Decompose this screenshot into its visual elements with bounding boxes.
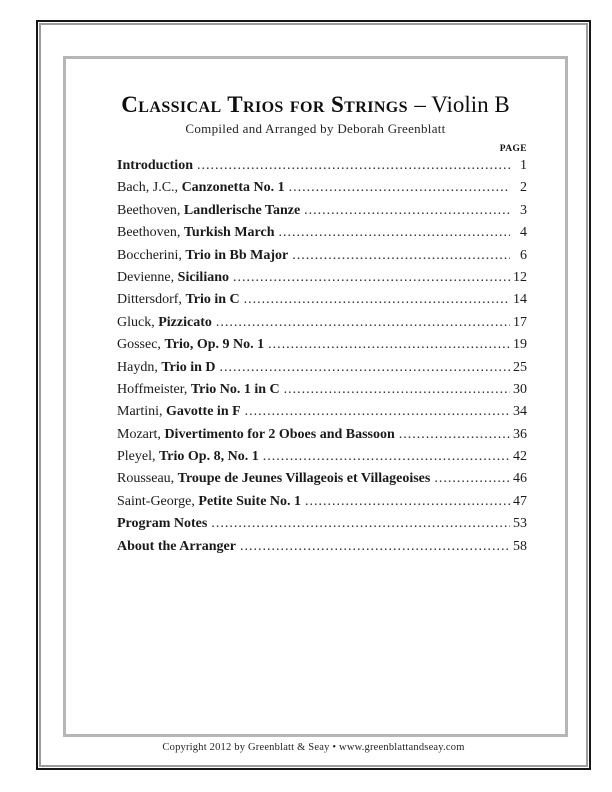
toc-row (117, 424, 527, 446)
toc-entry-label (117, 155, 193, 177)
toc-leader-dots (305, 491, 510, 513)
toc-composer: Gluck, (117, 314, 159, 330)
toc-composer: Devienne, (117, 269, 178, 285)
subtitle: Compiled and Arranged by Deborah Greenblatt (185, 121, 446, 136)
toc-entry-label (117, 312, 212, 334)
toc-page-number: 19 (513, 337, 527, 353)
toc-entry-label (117, 536, 236, 558)
toc-entry-label (117, 289, 240, 311)
toc-composer: Gossec, (117, 337, 165, 353)
toc-page-number: 14 (513, 292, 527, 308)
toc-composer: Hoffmeister, (117, 381, 191, 397)
toc-page-number: 2 (520, 180, 527, 196)
toc-row (117, 200, 527, 222)
toc-row (117, 491, 527, 513)
toc-title: Divertimento for 2 Oboes and Bassoon (164, 426, 395, 442)
inner-border-frame (63, 56, 568, 737)
toc-row (117, 446, 527, 468)
toc-title: Trio Op. 8, No. 1 (159, 449, 259, 465)
toc-row (117, 177, 527, 199)
toc-composer: Rousseau, (117, 471, 178, 487)
toc-entry-label (117, 357, 216, 379)
table-of-contents (117, 143, 527, 558)
page-title (66, 92, 565, 118)
toc-composer: Beethoven, (117, 202, 184, 218)
toc-page-number: 12 (513, 269, 527, 285)
toc-title: Turkish March (183, 225, 275, 241)
toc-title: Gavotte in F (166, 404, 241, 420)
toc-row (117, 536, 527, 558)
toc-leader-dots (434, 468, 510, 490)
title-suffix: – Violin B (414, 92, 510, 117)
footer-copyright: Copyright 2012 by Greenblatt & Seay • www.greenblattandseay.com (162, 742, 465, 753)
toc-composer: Pleyel, (117, 449, 159, 465)
toc-page-number: 34 (513, 404, 527, 420)
toc-leader-dots (279, 222, 510, 244)
toc-entry-label (117, 267, 229, 289)
toc-title: Trio, Op. 9 No. 1 (164, 337, 265, 353)
toc-page-number: 17 (513, 314, 527, 330)
toc-title: Introduction (117, 158, 193, 173)
toc-leader-dots (197, 155, 510, 177)
toc-leader-dots (216, 312, 510, 334)
toc-leader-dots (399, 424, 510, 446)
toc-entry-label (117, 245, 288, 267)
toc-title: Troupe de Jeunes Villageois et Villageoises (177, 471, 431, 487)
toc-row (117, 334, 527, 356)
toc-leader-dots (292, 245, 510, 267)
toc-leader-dots (220, 357, 510, 379)
toc-composer: Haydn, (117, 359, 162, 375)
toc-leader-dots (284, 379, 510, 401)
toc-page-number: 53 (513, 516, 527, 532)
toc-leader-dots (244, 289, 510, 311)
toc-entry-label (117, 379, 280, 401)
toc-page-number: 30 (513, 381, 527, 397)
toc-composer: Saint-George, (117, 493, 199, 509)
toc-leader-dots (304, 200, 510, 222)
toc-title: About the Arranger (117, 538, 236, 554)
toc-entry-label (117, 446, 259, 468)
toc-page-number: 42 (513, 449, 527, 465)
toc-page-number: 1 (520, 158, 527, 173)
toc-composer: Dittersdorf, (117, 292, 186, 308)
toc-entry-label (117, 401, 241, 423)
toc-page-number: 4 (520, 225, 527, 241)
toc-row (117, 312, 527, 334)
toc-title: Siciliano (177, 269, 230, 285)
toc-row (117, 468, 527, 490)
toc-row (117, 401, 527, 423)
toc-entry-label (117, 222, 275, 244)
toc-title: Trio in C (185, 292, 240, 308)
toc-row (117, 222, 527, 244)
toc-leader-dots (245, 401, 510, 423)
toc-page-number: 3 (520, 202, 527, 218)
toc-leader-dots (240, 536, 510, 558)
toc-entry-label (117, 491, 301, 513)
toc-title: Landlerische Tanze (183, 202, 301, 218)
toc-composer: Boccherini, (117, 247, 186, 263)
toc-page-number: 58 (513, 538, 527, 554)
toc-leader-dots (211, 513, 510, 535)
toc-page-number: 36 (513, 426, 527, 442)
toc-leader-dots (233, 267, 510, 289)
toc-title: Pizzicato (158, 314, 212, 330)
toc-entry-label (117, 200, 300, 222)
toc-entry-label (117, 513, 207, 535)
toc-page-number: 6 (520, 247, 527, 263)
toc-title: Petite Suite No. 1 (198, 493, 302, 509)
toc-leader-dots (268, 334, 510, 356)
toc-title: Trio in D (161, 359, 216, 375)
toc-entry-label (117, 468, 430, 490)
toc-page-number: 25 (513, 359, 527, 375)
toc-entry-label (117, 424, 395, 446)
toc-row (117, 379, 527, 401)
toc-title: Trio in Bb Major (185, 247, 289, 263)
toc-row (117, 289, 527, 311)
toc-leader-dots (263, 446, 510, 468)
toc-page-number: 46 (513, 471, 527, 487)
toc-composer: Beethoven, (117, 225, 184, 241)
page-column-header: PAGE (499, 144, 527, 154)
title-main: Classical Trios for Strings (121, 92, 408, 117)
toc-title: Program Notes (117, 516, 208, 532)
toc-row (117, 155, 527, 177)
toc-entry-label (117, 334, 264, 356)
toc-page-number: 47 (513, 493, 527, 509)
toc-title: Canzonetta No. 1 (181, 180, 285, 196)
toc-row (117, 513, 527, 535)
toc-row (117, 267, 527, 289)
toc-row (117, 357, 527, 379)
toc-leader-dots (289, 177, 510, 199)
toc-composer: Mozart, (117, 426, 165, 442)
toc-entry-label (117, 177, 285, 199)
toc-title: Trio No. 1 in C (190, 381, 280, 397)
toc-row (117, 245, 527, 267)
toc-composer: Martini, (117, 404, 166, 420)
toc-composer: Bach, J.C., (117, 180, 182, 196)
